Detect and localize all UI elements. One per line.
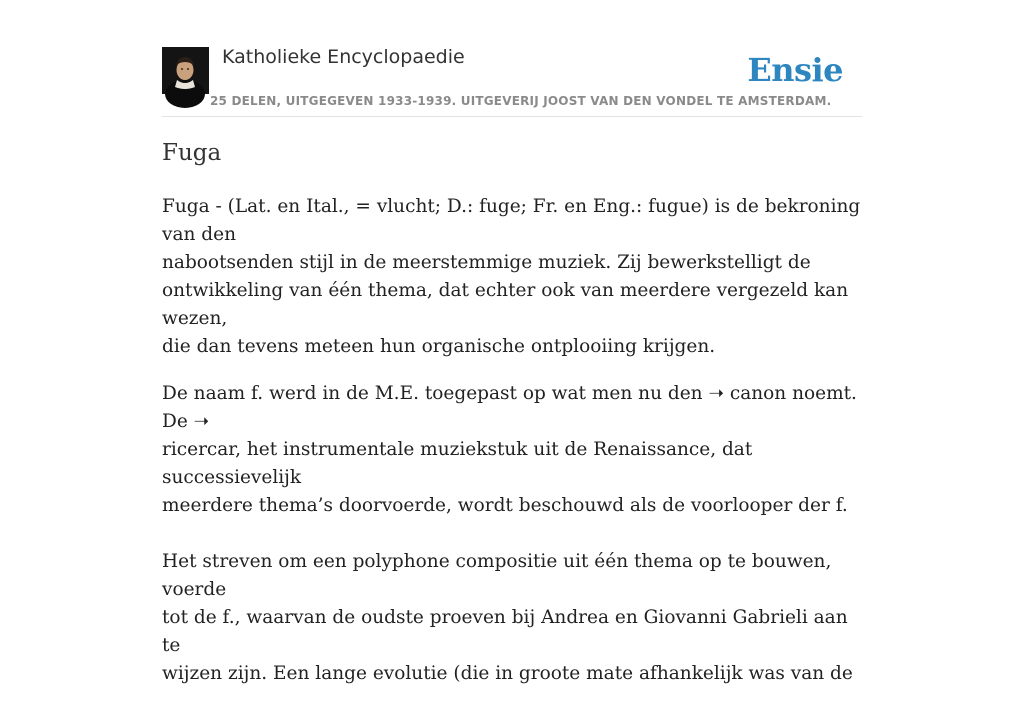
entry-article bbox=[162, 193, 867, 707]
source-subtitle: 25 DELEN, UITGEGEVEN 1933-1939. UITGEVERIJ JOOST VAN DEN VONDEL TE AMSTERDAM. bbox=[210, 94, 832, 108]
entry-title: Fuga bbox=[162, 140, 222, 166]
portrait-icon bbox=[162, 47, 209, 94]
portrait-avatar[interactable] bbox=[162, 47, 209, 94]
article-paragraph: Fuga - (Lat. en Ital., = vlucht; D.: fuge; Fr. en Eng.: fugue) is de bekroning van den nabootsenden stijl in de meerstemmige muziek. Zij bewerkstelligt de ontwikkeling van één thema, dat echter ook van meerdere vergezeld kan wezen, die dan tevens meteen hun organische ontplooiing krijgen. bbox=[162, 196, 861, 357]
ensie-logo[interactable]: Ensie bbox=[747, 51, 843, 89]
source-title[interactable]: Katholieke Encyclopaedie bbox=[222, 46, 465, 68]
article-paragraph: De naam f. werd in de M.E. toegepast op wat men nu den ➝ canon noemt. De ➝ ricercar, het instrumentale muziekstuk uit de Renaissance, dat successievelijk meerdere thema’s doorvoerde, wordt beschouwd als de voorlooper der f. bbox=[162, 383, 857, 516]
article-paragraph: Het streven om een polyphone compositie uit één thema op te bouwen, voerde tot de f., waarvan de oudste proeven bij Andrea en Giovanni Gabrieli aan te wijzen zijn. Een lange evolutie (die in groote mate afhankelijk was van de bbox=[162, 551, 853, 684]
source-header bbox=[162, 0, 862, 117]
